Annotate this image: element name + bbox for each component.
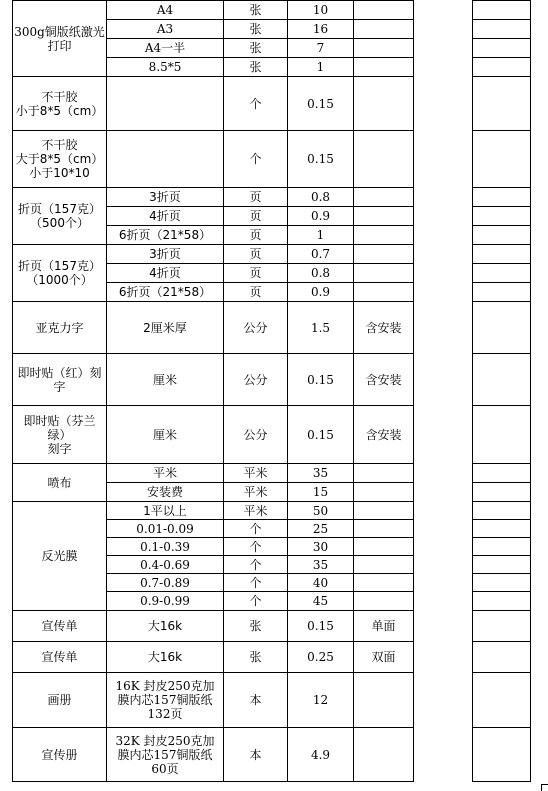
note-cell [354,556,414,574]
price-cell: 25 [288,520,354,538]
item-cell: 宣传册 [13,728,107,782]
side-row [473,354,531,406]
note-cell [354,283,414,302]
price-cell: 7 [288,39,354,58]
price-cell: 15 [288,483,354,502]
unit-cell: 平米 [224,483,288,502]
table-row [13,406,414,464]
spec-cell: A4一半 [107,39,224,58]
side-row [473,207,531,226]
spec-cell: 厘米 [107,406,224,464]
note-cell [354,207,414,226]
side-cell [473,39,531,58]
side-row [473,188,531,207]
spec-cell: 0.9-0.99 [107,592,224,611]
note-cell [354,264,414,283]
unit-cell: 平米 [224,502,288,520]
price-cell: 0.15 [288,131,354,188]
side-row [473,1,531,20]
side-row [473,502,531,520]
note-cell [354,538,414,556]
spec-cell: 平米 [107,464,224,483]
unit-cell: 个 [224,574,288,592]
unit-cell: 公分 [224,302,288,354]
side-cell [473,20,531,39]
note-cell: 含安装 [354,406,414,464]
side-cell [473,611,531,642]
unit-cell: 个 [224,520,288,538]
note-cell [354,483,414,502]
side-row [473,673,531,728]
unit-cell: 个 [224,556,288,574]
price-cell: 1 [288,226,354,245]
side-cell [473,283,531,302]
price-cell: 0.9 [288,207,354,226]
note-cell [354,574,414,592]
side-row [473,131,531,188]
spec-cell: 3折页 [107,245,224,264]
unit-cell: 页 [224,245,288,264]
unit-cell: 张 [224,611,288,642]
table-row [13,642,414,673]
table-row [13,302,414,354]
spec-cell: 8.5*5 [107,58,224,77]
price-cell: 0.15 [288,354,354,406]
side-row [473,264,531,283]
item-cell: 不干胶 小于8*5（cm） [13,77,107,131]
price-cell: 35 [288,556,354,574]
side-row [473,58,531,77]
price-table [12,0,414,782]
spec-cell: 大16k [107,642,224,673]
table-row [13,464,414,483]
side-row [473,20,531,39]
side-row [473,245,531,264]
side-row [473,39,531,58]
price-cell: 12 [288,673,354,728]
price-cell: 0.9 [288,283,354,302]
unit-cell: 页 [224,226,288,245]
unit-cell: 张 [224,39,288,58]
side-cell [473,502,531,520]
price-cell: 1.5 [288,302,354,354]
item-cell: 折页（157克） （1000个） [13,245,107,302]
side-row [473,520,531,538]
note-cell [354,245,414,264]
item-cell: 亚克力字 [13,302,107,354]
corner-mark [541,784,548,791]
side-cell [473,226,531,245]
price-cell: 50 [288,502,354,520]
spec-cell: 0.4-0.69 [107,556,224,574]
item-cell: 喷布 [13,464,107,502]
item-cell: 即时贴（芬兰绿） 刻字 [13,406,107,464]
price-cell: 0.8 [288,264,354,283]
side-row [473,226,531,245]
side-row [473,611,531,642]
side-row [473,592,531,611]
side-row [473,556,531,574]
item-cell: 宣传单 [13,611,107,642]
side-cell [473,538,531,556]
spec-cell: 6折页（21*58） [107,283,224,302]
spec-cell: 大16k [107,611,224,642]
unit-cell: 平米 [224,464,288,483]
spec-cell: 0.01-0.09 [107,520,224,538]
side-cell [473,406,531,464]
spec-cell: 3折页 [107,188,224,207]
item-cell: 画册 [13,673,107,728]
table-row [13,502,414,520]
price-cell: 1 [288,58,354,77]
item-cell: 300g铜版纸激光打印 [13,1,107,77]
note-cell: 含安装 [354,302,414,354]
note-cell: 含安装 [354,354,414,406]
side-row [473,538,531,556]
note-cell [354,520,414,538]
unit-cell: 本 [224,728,288,782]
unit-cell: 本 [224,673,288,728]
unit-cell: 个 [224,538,288,556]
side-empty-column [472,0,531,782]
side-row [473,728,531,782]
table-row [13,131,414,188]
note-cell [354,728,414,782]
spec-cell: 32K 封皮250克加 膜内芯157铜版纸 60页 [107,728,224,782]
item-cell: 即时贴（红）刻字 [13,354,107,406]
side-cell [473,354,531,406]
price-cell: 0.7 [288,245,354,264]
unit-cell: 页 [224,283,288,302]
item-cell: 折页（157克） （500个） [13,188,107,245]
note-cell [354,39,414,58]
price-cell: 35 [288,464,354,483]
side-cell [473,188,531,207]
side-cell [473,464,531,483]
price-cell: 45 [288,592,354,611]
table-row [13,611,414,642]
table-row [13,673,414,728]
table-row [13,1,414,20]
note-cell [354,131,414,188]
spec-cell: A3 [107,20,224,39]
note-cell [354,58,414,77]
note-cell [354,673,414,728]
price-cell: 0.15 [288,611,354,642]
table-row [13,354,414,406]
price-cell: 0.15 [288,406,354,464]
side-row [473,302,531,354]
table-row [13,245,414,264]
side-row [473,283,531,302]
spec-cell: 0.7-0.89 [107,574,224,592]
side-cell [473,77,531,131]
side-cell [473,483,531,502]
side-row [473,464,531,483]
side-cell [473,245,531,264]
side-cell [473,642,531,673]
spec-cell: 16K 封皮250克加 膜内芯157铜版纸 132页 [107,673,224,728]
spec-cell: 安装费 [107,483,224,502]
price-cell: 30 [288,538,354,556]
side-cell [473,592,531,611]
unit-cell: 个 [224,131,288,188]
note-cell [354,464,414,483]
item-cell: 不干胶 大于8*5（cm） 小于10*10 [13,131,107,188]
side-cell [473,574,531,592]
unit-cell: 公分 [224,406,288,464]
unit-cell: 公分 [224,354,288,406]
spec-cell: 6折页（21*58） [107,226,224,245]
price-cell: 4.9 [288,728,354,782]
spec-cell: 4折页 [107,207,224,226]
item-cell: 反光膜 [13,502,107,611]
price-cell: 40 [288,574,354,592]
note-cell [354,592,414,611]
table-row [13,728,414,782]
side-row [473,574,531,592]
note-cell [354,1,414,20]
side-row [473,483,531,502]
unit-cell: 页 [224,188,288,207]
unit-cell: 张 [224,1,288,20]
note-cell [354,502,414,520]
note-cell: 双面 [354,642,414,673]
unit-cell: 个 [224,77,288,131]
spec-cell: 4折页 [107,264,224,283]
note-cell [354,188,414,207]
unit-cell: 张 [224,58,288,77]
spec-cell [107,77,224,131]
side-row [473,77,531,131]
side-cell [473,673,531,728]
side-row [473,406,531,464]
side-cell [473,520,531,538]
item-cell: 宣传单 [13,642,107,673]
side-cell [473,264,531,283]
note-cell [354,20,414,39]
spec-cell: A4 [107,1,224,20]
table-row [13,188,414,207]
note-cell [354,77,414,131]
unit-cell: 张 [224,20,288,39]
side-cell [473,556,531,574]
note-cell [354,226,414,245]
spec-cell: 2厘米厚 [107,302,224,354]
side-cell [473,131,531,188]
unit-cell: 个 [224,592,288,611]
price-cell: 10 [288,1,354,20]
spec-cell: 0.1-0.39 [107,538,224,556]
side-row [473,642,531,673]
unit-cell: 页 [224,264,288,283]
side-cell [473,1,531,20]
table-row [13,77,414,131]
side-cell [473,728,531,782]
unit-cell: 页 [224,207,288,226]
spec-cell: 厘米 [107,354,224,406]
unit-cell: 张 [224,642,288,673]
price-cell: 0.8 [288,188,354,207]
note-cell: 单面 [354,611,414,642]
spec-cell: 1平以上 [107,502,224,520]
price-cell: 0.15 [288,77,354,131]
price-cell: 16 [288,20,354,39]
spec-cell [107,131,224,188]
price-cell: 0.25 [288,642,354,673]
side-cell [473,58,531,77]
side-cell [473,302,531,354]
side-cell [473,207,531,226]
